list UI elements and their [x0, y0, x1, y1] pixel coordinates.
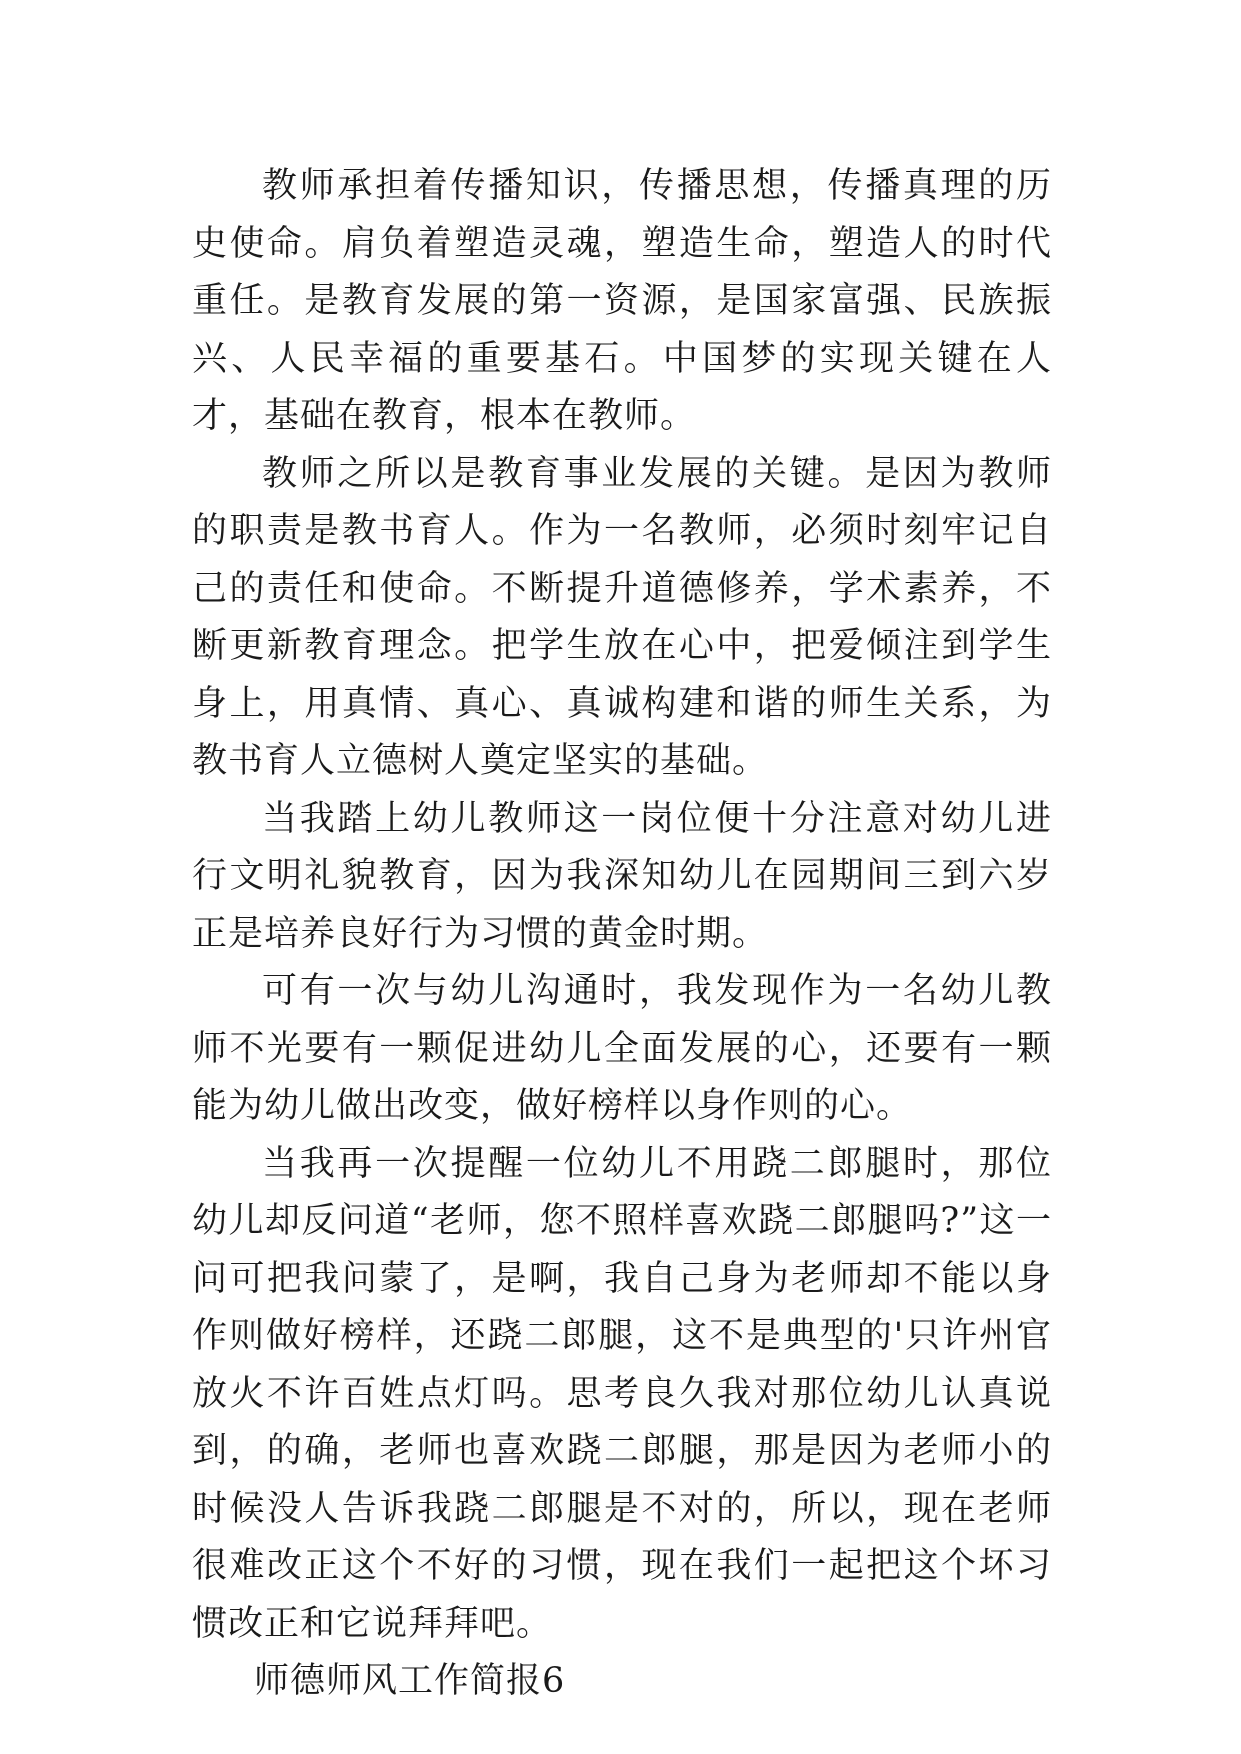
paragraph-1: 教师承担着传播知识，传播思想，传播真理的历史使命。肩负着塑造灵魂，塑造生命，塑造人的时代重任。是教育发展的第一资源，是国家富强、民族振兴、人民幸福的重要基石。中国梦的实现关键在人才，基础在教育，根本在教师。 [192, 166, 1052, 436]
paragraph-5: 当我再一次提醒一位幼儿不用跷二郎腿时，那位幼儿却反问道“老师，您不照样喜欢跷二郎腿吗?”这一问可把我问蒙了，是啊，我自己身为老师却不能以身作则做好榜样，还跷二郎腿，这不是典型的'只许州官放火不许百姓点灯吗。思考良久我对那位幼儿认真说到，的确，老师也喜欢跷二郎腿，那是因为老师小的时候没人告诉我跷二郎腿是不对的，所以，现在老师很难改正这个不好的习惯，现在我们一起把这个坏习惯改正和它说拜拜吧。 [192, 1143, 1052, 1644]
paragraph-3: 当我踏上幼儿教师这一岗位便十分注意对幼儿进行文明礼貌教育，因为我深知幼儿在园期间三到六岁正是培养良好行为习惯的黄金时期。 [192, 798, 1052, 954]
paragraph-2: 教师之所以是教育事业发展的关键。是因为教师的职责是教书育人。作为一名教师，必须时刻牢记自己的责任和使命。不断提升道德修养，学术素养，不断更新教育理念。把学生放在心中，把爱倾注到学生身上，用真情、真心、真诚构建和谐的师生关系，为教书育人立德树人奠定坚实的基础。 [192, 453, 1052, 781]
document-body [192, 158, 1052, 1711]
section-heading: 师德师风工作简报6 [254, 1661, 566, 1701]
paragraph-4: 可有一次与幼儿沟通时，我发现作为一名幼儿教师不光要有一颗促进幼儿全面发展的心，还要有一颗能为幼儿做出改变，做好榜样以身作则的心。 [192, 971, 1052, 1126]
